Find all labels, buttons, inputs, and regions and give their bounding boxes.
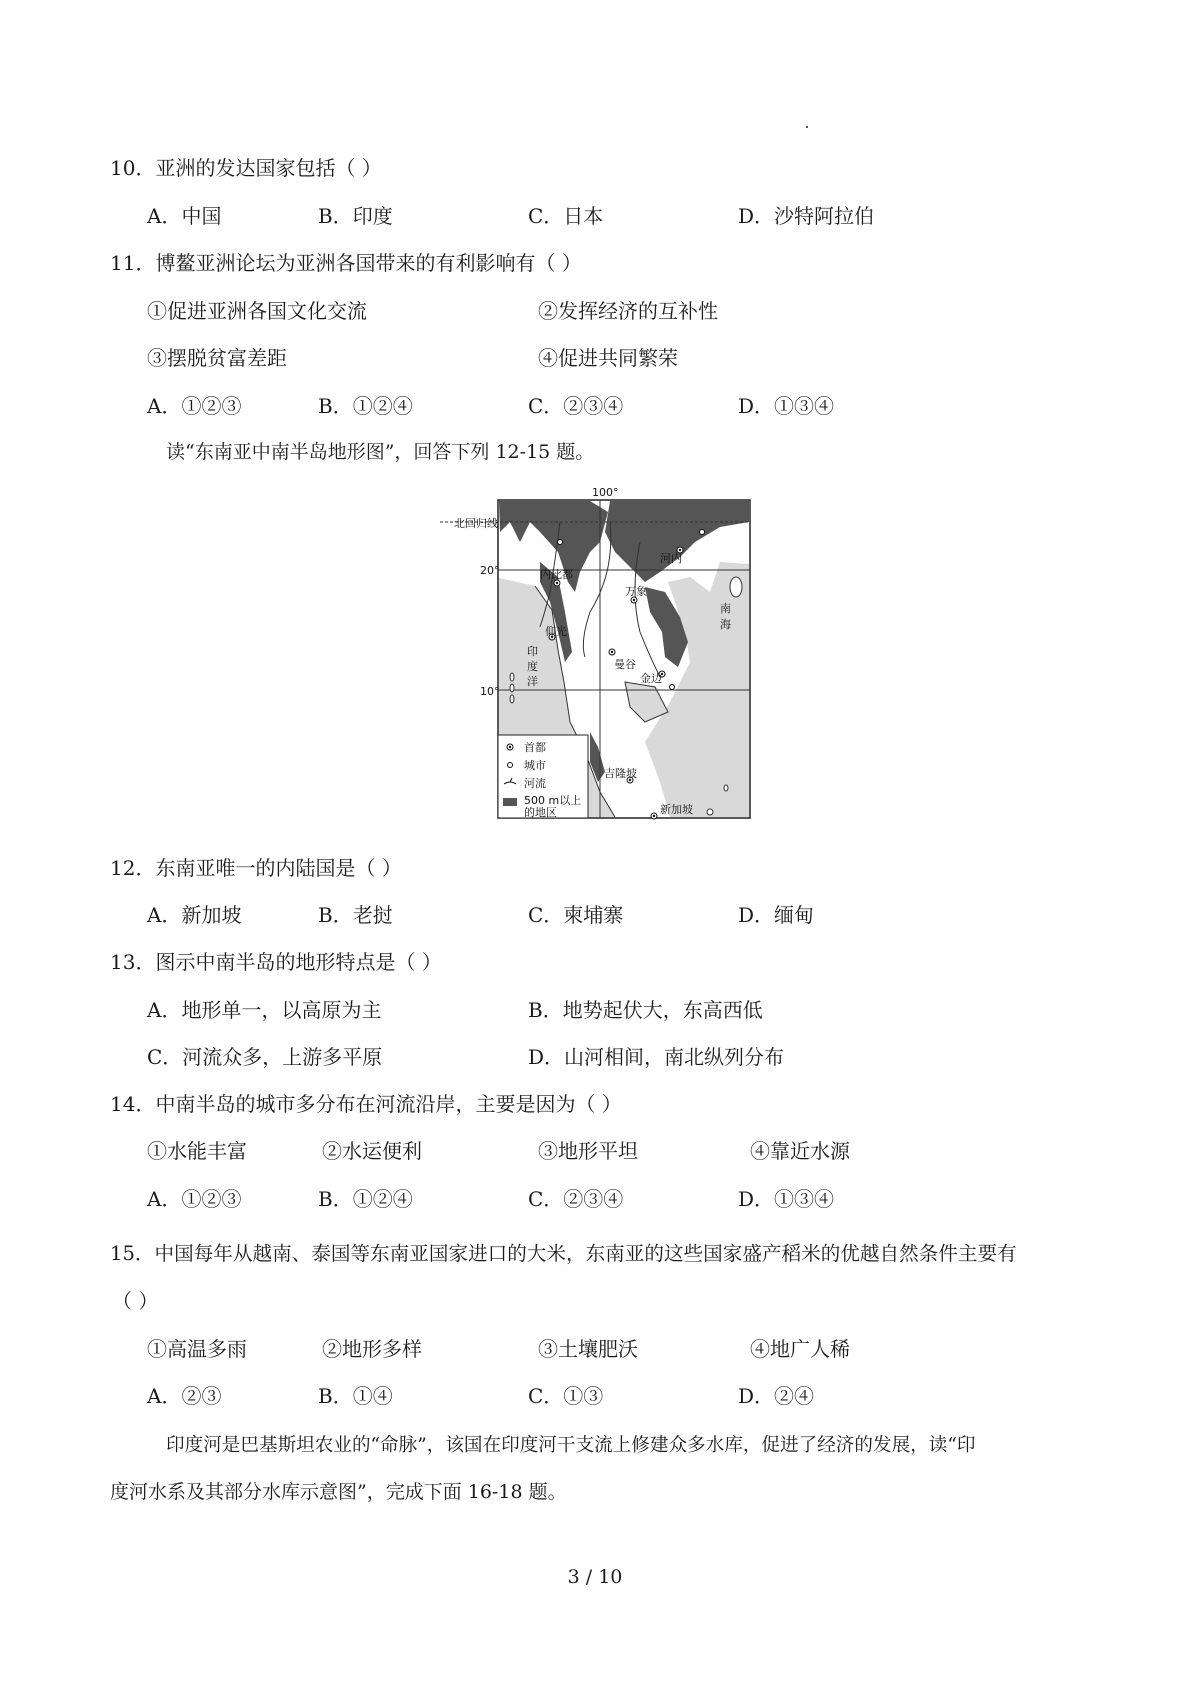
legend-high-label: 500 m以上 — [524, 794, 582, 807]
q14-option-a: A．①②③ — [147, 1187, 242, 1211]
q15-item-4: ④地广人稀 — [750, 1337, 850, 1361]
legend-high-label-2: 的地区 — [524, 806, 557, 819]
legend-city-label: 城市 — [524, 759, 546, 772]
q11-option-d: D．①③④ — [738, 394, 835, 418]
q11-option-b: B．①②④ — [318, 394, 413, 418]
q10-option-c: C．日本 — [528, 204, 604, 228]
q11-item-3: ③摆脱贫富差距 — [147, 346, 287, 370]
q14-option-d: D．①③④ — [738, 1187, 835, 1211]
sea-label-indian-3: 洋 — [527, 675, 538, 688]
q13-option-a: A．地形单一，以高原为主 — [147, 998, 382, 1022]
q13-option-c: C．河流众多，上游多平原 — [147, 1045, 383, 1069]
q14-option-c: C．②③④ — [528, 1187, 624, 1211]
q14-item-4: ④靠近水源 — [750, 1139, 850, 1163]
q11-item-2: ②发挥经济的互补性 — [538, 299, 718, 323]
intro-16-18-line2: 度河水系及其部分水库示意图”，完成下面 16-18 题。 — [110, 1481, 567, 1503]
page-number: 3 / 10 — [567, 1566, 623, 1588]
q10-stem: 10．亚洲的发达国家包括（ ） — [110, 156, 382, 180]
legend-capital-label: 首都 — [524, 741, 546, 754]
q15-item-2: ②地形多样 — [322, 1337, 422, 1361]
q12-option-d: D．缅甸 — [738, 903, 815, 927]
q15-stem-cont: （ ） — [112, 1289, 159, 1313]
sea-label-indian-2: 度 — [527, 660, 538, 673]
q14-stem: 14．中南半岛的城市多分布在河流沿岸，主要是因为（ ） — [110, 1092, 622, 1116]
q12-option-a: A．新加坡 — [147, 903, 242, 927]
intro-16-18-line1: 印度河是巴基斯坦农业的“命脉”，该国在印度河干支流上修建众多水库，促进了经济的发展，读“印 — [166, 1435, 976, 1456]
q14-option-b: B．①②④ — [318, 1187, 413, 1211]
city-vientiane-label: 万象 — [625, 585, 647, 598]
lon-label-100: 100° — [592, 486, 619, 499]
sea-label-south-2: 海 — [720, 618, 731, 631]
city-naypyidaw-label: 内比都 — [540, 568, 573, 581]
city-hanoi-label: 河内 — [660, 552, 682, 565]
q15-option-d: D．②④ — [738, 1384, 815, 1408]
q15-option-b: B．①④ — [318, 1384, 393, 1408]
q15-option-a: A．②③ — [147, 1384, 222, 1408]
q14-item-2: ②水运便利 — [322, 1139, 422, 1163]
q12-option-c: C．柬埔寨 — [528, 903, 624, 927]
q11-option-c: C．②③④ — [528, 394, 624, 418]
q15-item-3: ③土壤肥沃 — [538, 1337, 638, 1361]
q14-item-1: ①水能丰富 — [147, 1139, 247, 1163]
q13-option-b: B．地势起伏大，东高西低 — [528, 998, 763, 1022]
city-phnompenh-label: 金边 — [640, 672, 662, 685]
q11-stem: 11．博鳌亚洲论坛为亚洲各国带来的有利影响有（ ） — [110, 251, 582, 275]
sea-label-indian-1: 印 — [527, 645, 538, 658]
lat-label-10: 10° — [480, 685, 500, 698]
q10-option-d: D．沙特阿拉伯 — [738, 204, 875, 228]
q11-item-1: ①促进亚洲各国文化交流 — [147, 299, 367, 323]
q12-option-b: B．老挝 — [318, 903, 393, 927]
q14-item-3: ③地形平坦 — [538, 1139, 638, 1163]
q10-option-b: B．印度 — [318, 204, 393, 228]
city-kualalumpur-label: 吉隆坡 — [604, 767, 637, 780]
q15-stem: 15．中国每年从越南、泰国等东南亚国家进口的大米，东南亚的这些国家盛产稻米的优越自然条件主要有 — [110, 1242, 1017, 1265]
city-singapore-label: 新加坡 — [660, 803, 693, 816]
city-yangon-label: 仰光 — [545, 625, 567, 638]
lat-label-20: 20° — [480, 564, 500, 577]
scan-speck — [806, 126, 808, 128]
sea-label-south-1: 南 — [720, 602, 731, 615]
city-bangkok-label: 曼谷 — [614, 658, 636, 671]
q15-option-c: C．①③ — [528, 1384, 604, 1408]
intro-12-15: 读“东南亚中南半岛地形图”，回答下列 12-15 题。 — [166, 441, 595, 463]
q13-stem: 13．图示中南半岛的地形特点是（ ） — [110, 950, 442, 974]
q11-item-4: ④促进共同繁荣 — [538, 346, 678, 370]
q13-option-d: D．山河相间，南北纵列分布 — [528, 1045, 785, 1069]
q15-item-1: ①高温多雨 — [147, 1337, 247, 1361]
legend-river-label: 河流 — [524, 777, 546, 790]
q11-option-a: A．①②③ — [147, 394, 242, 418]
indochina-terrain-map — [440, 482, 754, 830]
q12-stem: 12．东南亚唯一的内陆国是（ ） — [110, 856, 402, 880]
q10-option-a: A．中国 — [147, 204, 222, 228]
lat-label-tropic: 北回归线 — [454, 517, 498, 530]
